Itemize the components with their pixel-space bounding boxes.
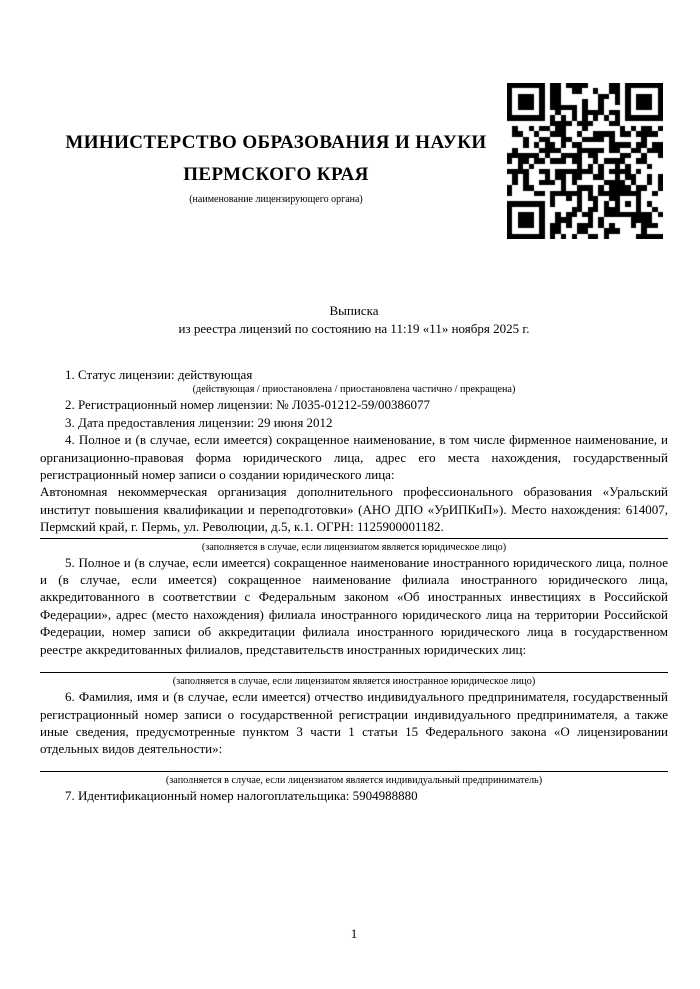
item-6-caption: (заполняется в случае, если лицензиатом является индивидуальный предприниматель) [165,774,543,786]
item-7-text: 7. Идентификационный номер налогоплательщика: 5904988880 [65,787,418,803]
item-5-blank-answer [40,658,668,672]
item-2-text: 2. Регистрационный номер лицензии: № Л035-01212-59/00386077 [65,397,431,413]
item-3-text: 3. Дата предоставления лицензии: 29 июня 2012 [65,414,333,430]
document-title-line2: из реестра лицензий по состоянию на 11:19 «11» ноября 2025 г. [178,320,530,336]
item-5-caption: (заполняется в случае, если лицензиатом является иностранное юридическое лицо) [172,676,536,688]
item-1-caption: (действующая / приостановлена / приостановлена частично / прекращена) [192,384,516,396]
qr-code [507,83,663,239]
page-number: 1 [350,926,358,941]
item-6-text: 6. Фамилия, имя и (в случае, если имеется) отчество индивидуального предпринимателя, государственный регистрационный номер записи о государственной регистрации индивидуального предпринимателя, а также иные сведения, предусмотренные пунктом 3 части 1 статьи 15 Федерального закона «О лицензировании отдельных видов деятельности»: [40,689,668,757]
document-title-line1: Выписка [329,303,379,318]
ministry-header [40,127,512,206]
ministry-name-line1: МИНИСТЕРСТВО ОБРАЗОВАНИЯ И НАУКИ [65,132,487,153]
document-title [40,302,668,337]
item-4-caption: (заполняется в случае, если лицензиатом является юридическое лицо) [201,541,507,553]
item-6-blank-answer [40,758,668,771]
item-5-text: 5. Полное и (в случае, если имеется) сокращенное наименование иностранного юридического лица, полное и (в случае, если имеется) сокращенное наименование филиала иностранного юридического лица, аккредитованного в соответствии с Федеральным законом «Об иностранных инвестициях в Российской Федерации», адрес (место нахождения) филиала иностранного юридического лица на территории Российской Федерации, номер записи об аккредитации филиала иностранного юридического лица в государственном реестре аккредитованных филиалов, представительств иностранных юридических лиц: [40,554,668,657]
ministry-name-line2: ПЕРМСКОГО КРАЯ [183,164,369,185]
item-4-answer: Автономная некоммерческая организация дополнительного профессионального образования «Уральский институт повышения квалификации и переподготовки» (АНО ДПО «УрИПКиП»). Место нахождения: 614007, Пермский край, г. Пермь, ул. Революции, д.5, к.1. ОГРН: 1125900001182. [40,484,668,535]
items-list [40,366,668,804]
item-1-text: 1. Статус лицензии: действующая [65,367,253,382]
item-4-text: 4. Полное и (в случае, если имеется) сокращенное наименование, в том числе фирменное наименование, и организационно-правовая форма юридического лица, адрес его места нахождения, государственный регистрационный номер записи о создании юридического лица: [40,432,668,483]
ministry-header-caption: (наименование лицензирующего органа) [189,194,363,205]
